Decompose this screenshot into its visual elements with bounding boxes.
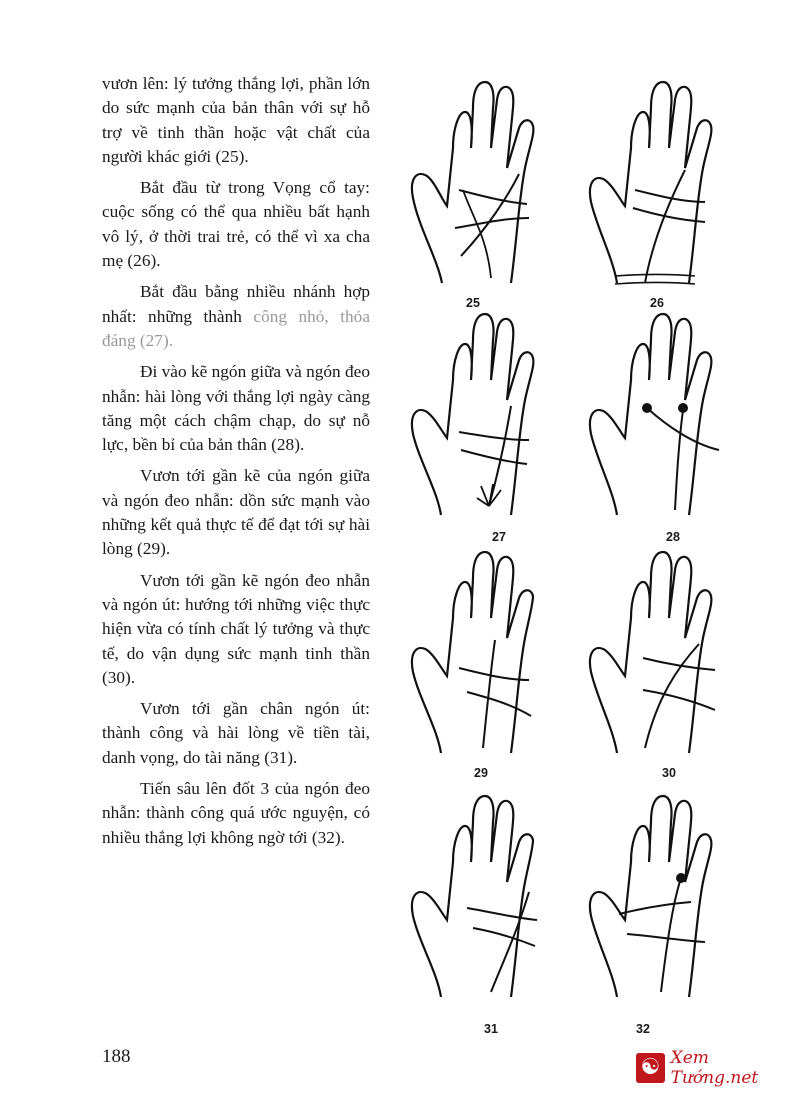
paragraph-28: Đi vào kẽ ngón giữa và ngón đeo nhẫn: hài lòng với thắng lợi ngày càng tăng một cách chậm chạp, do sự nỗ lực, bền bỉ của bản thân (28). <box>102 362 370 455</box>
paragraph-27-line-a: Bắt đầu bằng nhiều nhánh hợp nhất: những thành <box>102 282 370 326</box>
paragraph-29: Vươn tới gần kẽ của ngón giữa và ngón đeo nhẫn: dồn sức mạnh vào những kết quả thực tế để đạt tới sự hài lòng (29). <box>102 466 370 559</box>
paragraph-27 <box>102 280 370 353</box>
palm-drawing-26 <box>587 78 737 298</box>
site-watermark[interactable] <box>636 1050 796 1086</box>
page-number: 188 <box>102 1046 131 1067</box>
paragraph-27-line-b: công nhỏ, thỏa đáng (27). <box>102 306 370 350</box>
palm-drawing-29 <box>407 548 557 768</box>
yin-yang-icon <box>636 1053 665 1083</box>
palm-figure-29 <box>407 548 577 788</box>
palm-drawing-31 <box>407 792 557 1012</box>
palm-figures <box>395 70 765 1050</box>
palm-drawing-32 <box>587 792 737 1012</box>
palm-drawing-27 <box>407 310 557 530</box>
figure-label-25: 25 <box>466 296 480 310</box>
paragraph-31: Vươn tới gần chân ngón út: thành công và hài lòng về tiền tài, danh vọng, do tài năng (31). <box>102 699 370 767</box>
text-column <box>102 72 370 857</box>
figure-label-28: 28 <box>666 530 680 544</box>
paragraph-32: Tiến sâu lên đốt 3 của ngón đeo nhẫn: thành công quá ước nguyện, có nhiều thắng lợi không ngờ tới (32). <box>102 779 370 847</box>
figure-label-26: 26 <box>650 296 664 310</box>
palm-figure-32 <box>587 792 757 1036</box>
paragraph-26: Bắt đầu từ trong Vọng cổ tay: cuộc sống có thể qua nhiều bất hạnh vô lý, ở thời trai trẻ, có thể vì xa cha mẹ (26). <box>102 178 370 271</box>
palm-figure-26 <box>587 78 757 318</box>
palm-figure-27 <box>407 310 577 550</box>
palm-drawing-30 <box>587 548 737 768</box>
figure-label-29: 29 <box>474 766 488 780</box>
palm-drawing-28 <box>587 310 737 530</box>
yin-yang-symbol: ☯ <box>640 1055 661 1080</box>
palm-figure-28 <box>587 310 757 550</box>
figure-label-32: 32 <box>636 1022 650 1036</box>
palm-figure-30 <box>587 548 757 788</box>
paragraph-25: vươn lên: lý tưởng thắng lợi, phần lớn do sức mạnh của bản thân với sự hỗ trợ về tinh thần hoặc vật chất của người khác giới (25). <box>102 74 370 166</box>
palm-drawing-25 <box>407 78 557 298</box>
watermark-text: Xem Tướng.net <box>670 1048 759 1088</box>
palm-figure-31 <box>407 792 577 1036</box>
figure-label-30: 30 <box>662 766 676 780</box>
palm-figure-25 <box>407 78 577 318</box>
figure-label-27: 27 <box>492 530 506 544</box>
paragraph-30: Vươn tới gần kẽ ngón đeo nhẫn và ngón út: hướng tới những việc thực hiện vừa có tính chất lý tưởng và thực tế, do vận dụng sức mạnh tinh thần (30). <box>102 570 370 687</box>
figure-label-31: 31 <box>484 1022 498 1036</box>
